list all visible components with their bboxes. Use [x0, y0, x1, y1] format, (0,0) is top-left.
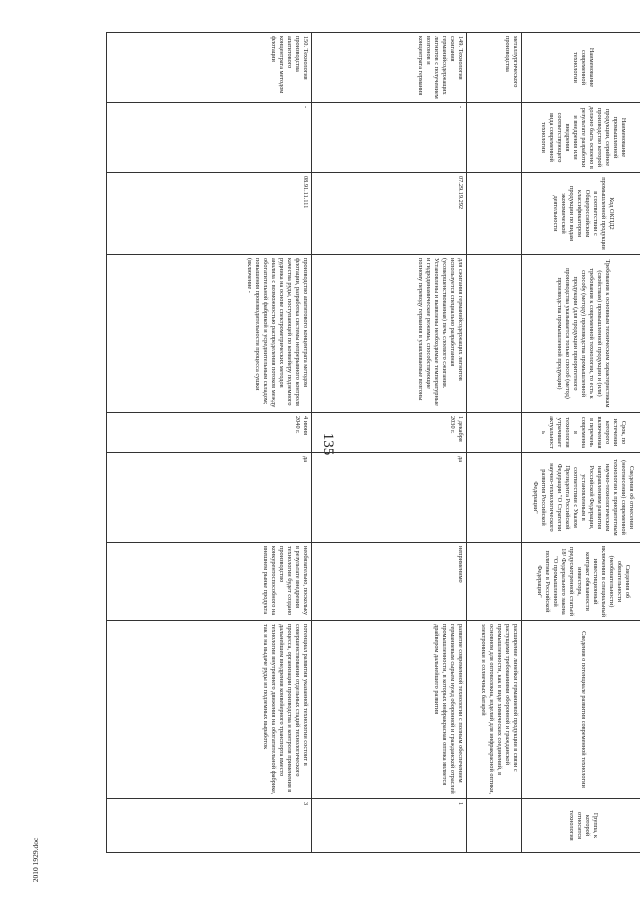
header-term: Срок, по истечении которого включенная в перечень современная технология утрачивает актуальность [522, 413, 640, 453]
table-row [467, 33, 522, 853]
cell-product: - [107, 103, 312, 173]
rotated-table-area [110, 32, 640, 852]
cell-okpd: 07.29.19.292 [312, 173, 467, 255]
cell-priority [467, 453, 522, 543]
header-requirements: Требования к основным техническим характеристикам (свойствам) промышленной продукции и (или) требования к современной технологии, то есть к способу (методу) производства промышленной продукции (для продукции приоритетного производства указывается только способ (метод) производства промышленной продукции) [522, 255, 640, 413]
table-row [107, 33, 312, 853]
cell-product [467, 103, 522, 173]
page-number: 135 [318, 424, 338, 464]
cell-name [107, 33, 312, 103]
cell-mandatory: неприменимо [312, 543, 467, 621]
cell-term: 1 декабря 2030 г. [312, 413, 467, 453]
technology-table [106, 32, 640, 853]
cell-potential: потенциал развития указанной технологии состоит в совершенствовании отдельных стадий технологического процесса, организации производства и контроля применения в дальнейшем внедрения конвейерного транспорта вместо технологии внутреннего движения на обогатительной фабрике, так и на выдаче руды из подземных выработок [107, 621, 312, 799]
header-group: Группа, к которой относится технология [522, 799, 640, 853]
header-technology-name: Наименование современной технологии [522, 33, 640, 103]
cell-okpd [467, 173, 522, 255]
cell-requirements: для сжигания германийсодержащих лигнитов используется специально разработанная (усовершенствованная) печь слоевого сжигания. Установлены и выявлены необходимые температурные и гидродинамические режимы, способствующие полному переводу германия в улавливаемые возгоны [312, 255, 467, 413]
cell-group: 3 [107, 799, 312, 853]
cell-priority: да [107, 453, 312, 543]
cell-name [312, 33, 467, 103]
cell-group: 1 [312, 799, 467, 853]
header-okpd-code: Код ОКПД2 промышленной продукции в соответствии с Общероссийским классификатором продукции по видам экономической деятельности [522, 173, 640, 255]
header-potential: Сведения о потенциале развития современной технологии [522, 621, 640, 799]
cell-potential: развитие современной технологии с полным обеспечением германиевым сырьем нужд оборонной и гражданской отраслей промышленности, в которых инфракрасная оптика является драйвером дальнейшего развития [312, 621, 467, 799]
row-number: 149. [457, 36, 464, 47]
technology-name: Технология сжигания германийсодержащих лигнитов с получением возгонов и концентрата германия [417, 36, 464, 99]
cell-term: 4 июня 2040 г. [107, 413, 312, 453]
cell-requirements: производство апатитового концентрата методом флотации, разработка системы непрерывного контроля качества руды, поступающей по конвейеру подземного рудника на основе спектрометрических методов анализа с возможностью распределения потоков между обогатительной фабрикой и усреднительным складом; повышения производительности процесса сушки (включение - [107, 255, 312, 413]
cell-product: - [312, 103, 467, 173]
row-number: 150. [302, 36, 309, 47]
technology-name: Технология производства апатитового концентрата методом флотации [270, 36, 309, 93]
table-header-row [522, 33, 640, 853]
cell-mandatory [467, 543, 522, 621]
header-product-name: Наименование промышленной продукции, серийное производство которой должно быть освоено в результате разработки и внедрения или внедрения соответствующего вида современной технологии [522, 103, 640, 173]
table-row [312, 33, 467, 853]
cell-name: металлургического производства [467, 33, 522, 103]
cell-term [467, 413, 522, 453]
header-mandatory: Сведения об обязательности (необязательности) включения в специальный инвестиционный контракт обязанности инвестора, предусмотренной статьей 18¹ Федерального закона "О промышленной политике в Российской Федерации" [522, 543, 640, 621]
cell-mandatory: необязательно, поскольку в результате внедрения технологии будет создано производство конкурентоспособного на внешнем рынке продукта [107, 543, 312, 621]
header-priority: Сведения об отнесении (неотнесении) современной технологии к приоритетным научно-технологическим направлениям развития Российской Федерации, установленным в соответствии с Указом Президента Российской Федерации "О Стратегии научно-технологического развития Российской Федерации" [522, 453, 640, 543]
cell-requirements [467, 255, 522, 413]
document-code: 2010 1929.doc [30, 810, 42, 910]
cell-potential: расширение линейки германиевой продукции в связи с растущими требованиями оборонной и гражданской промышленности, как в виде химических соединений, в основном для оптоволокна, изделий для инфракрасной оптики, электроники и солнечных батарей [467, 621, 522, 799]
cell-okpd: 08.91.11.111 [107, 173, 312, 255]
cell-group [467, 799, 522, 853]
cell-priority: да [312, 453, 467, 543]
rotated-table-container [110, 32, 640, 852]
